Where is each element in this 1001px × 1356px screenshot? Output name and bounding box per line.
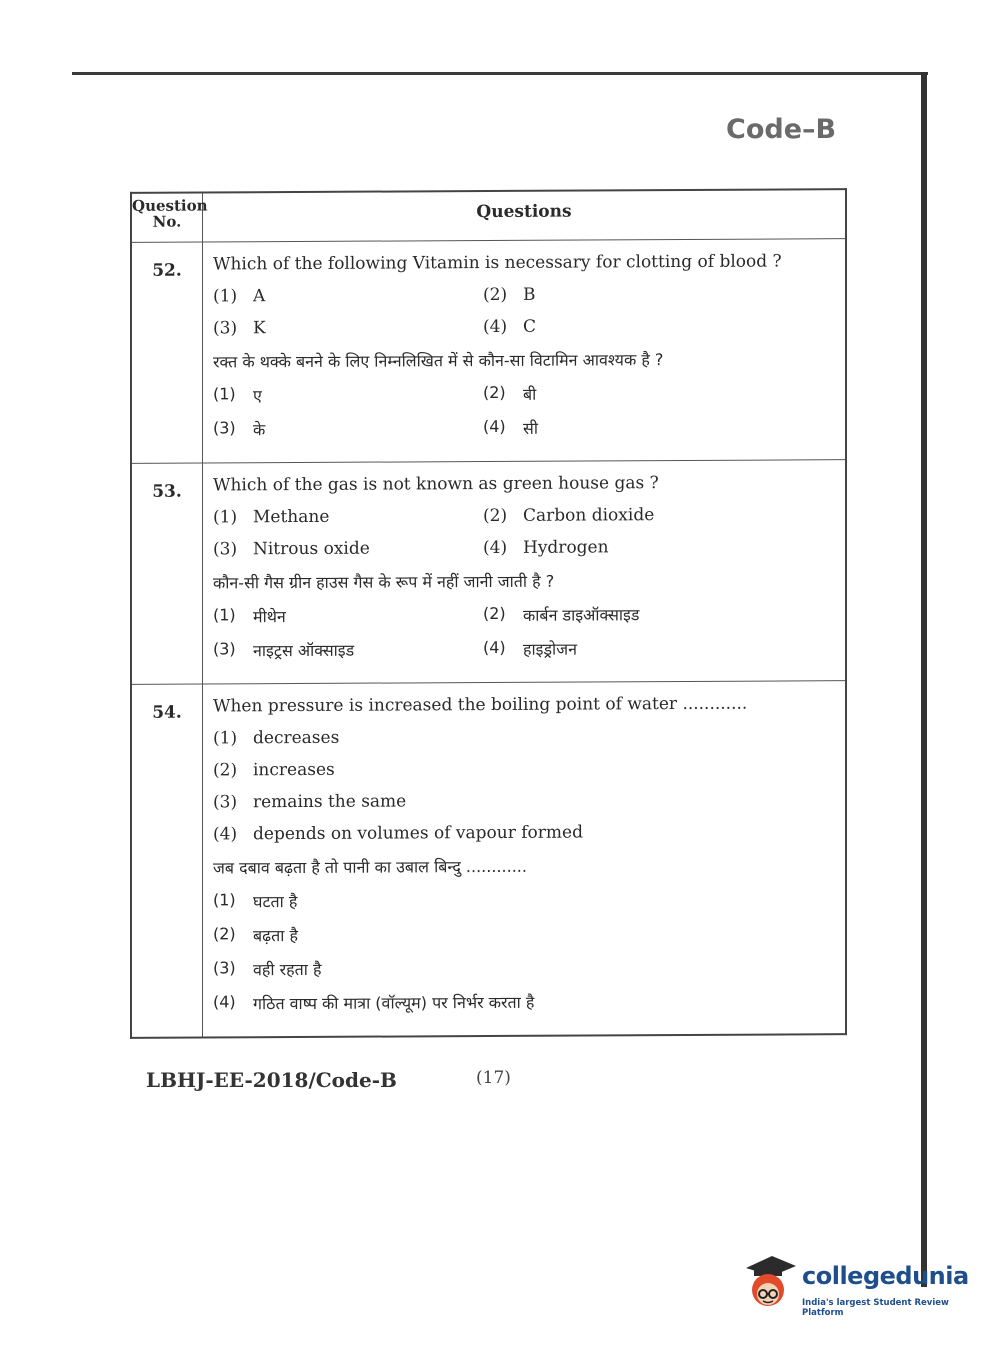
option: (1) decreases [213,727,340,749]
column-header-question-no: Question No. [131,192,203,242]
option: (3) Nitrous oxide [213,538,370,560]
question-stem-en: Which of the gas is not known as green house gas ? [213,473,659,496]
option: (4) हाइड्रोजन [483,637,577,659]
options-en [213,504,835,559]
scan-border-top [72,72,928,75]
option: (2) increases [213,759,335,781]
scan-border-right [921,72,927,1287]
option: (2) बढ़ता है [213,924,298,946]
logo-wordmark: collegedunia [802,1262,969,1290]
question-row [131,239,846,464]
question-stem-en: When pressure is increased the boiling point of water ............ [213,693,748,717]
question-row [131,460,846,685]
option: (3) नाइट्रस ऑक्साइड [213,639,355,661]
options-en [213,725,835,844]
option: (4) सी [483,416,538,438]
option: (1) ए [213,384,262,406]
questions-table [130,188,847,1039]
option: (4) गठित वाष्प की मात्रा (वॉल्यूम) पर निर्भर करता है [213,992,535,1014]
column-header-questions: Questions [203,189,847,242]
option: (3) वही रहता है [213,958,322,980]
question-body [203,239,847,463]
option: (3) remains the same [213,791,407,813]
question-number: 53. [131,463,203,684]
option: (3) K [213,318,266,339]
option: (4) C [483,316,537,338]
collegedunia-logo [742,1250,972,1316]
question-stem-hi: जब दबाव बढ़ता है तो पानी का उबाल बिन्दु ............ [213,856,527,878]
code-label: Code–B [726,114,837,145]
paper-code-footer: LBHJ-EE-2018/Code-B [146,1068,397,1092]
question-body [203,460,847,684]
options-hi [213,887,835,1014]
option: (1) घटता है [213,890,298,912]
option: (2) Carbon dioxide [483,505,655,527]
page-number: (17) [476,1068,511,1088]
option: (1) मीथेन [213,605,286,627]
options-hi [213,602,835,661]
logo-tagline: India's largest Student Review Platform [802,1298,949,1318]
question-number: 54. [131,684,203,1038]
option: (1) Methane [213,506,330,528]
option: (4) depends on volumes of vapour formed [213,822,583,845]
question-body [203,681,847,1038]
options-hi [213,381,835,440]
option: (3) के [213,418,266,440]
option: (1) A [213,286,266,307]
options-en [213,283,835,338]
question-row [131,681,846,1038]
option: (2) B [483,284,536,306]
question-stem-en: Which of the following Vitamin is necessary for clotting of blood ? [213,251,782,275]
question-stem-hi: कौन-सी गैस ग्रीन हाउस गैस के रूप में नहीं जानी जाती है ? [213,571,555,593]
option: (4) Hydrogen [483,537,609,559]
student-mascot-icon [742,1250,798,1316]
option: (2) बी [483,382,537,404]
option: (2) कार्बन डाइऑक्साइड [483,603,640,625]
question-number: 52. [131,242,203,463]
question-stem-hi: रक्त के थक्के बनने के लिए निम्नलिखित में से कौन-सा विटामिन आवश्यक है ? [213,350,664,372]
